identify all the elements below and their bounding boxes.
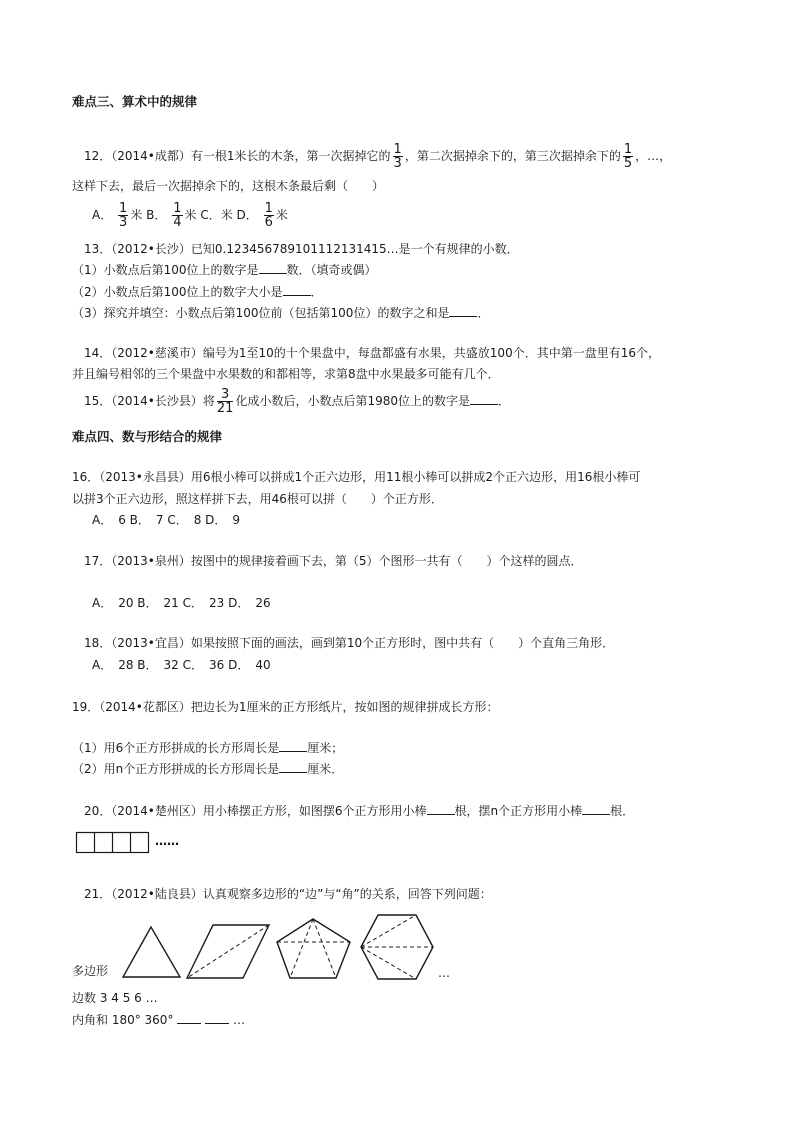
question-17-options: A． 20 B． 21 C． 23 D． 26	[92, 596, 271, 610]
edge-count-row: 边数 3 4 5 6 …	[72, 991, 158, 1005]
interior-angle-row: 内角和 180° 360° …	[72, 1013, 245, 1027]
section-heading-4: 难点四、数与形结合的规律	[72, 429, 223, 444]
q12-text-3: ，…，	[635, 149, 672, 163]
option-a-fraction: $\frac{1}{3}$	[119, 201, 128, 230]
question-19-sub-2: （2）用n个正方形拼成的长方形周长是 厘米．	[72, 762, 344, 776]
q12-text-2: ，第二次据掉余下的，第三次据掉余下的	[404, 149, 621, 163]
question-16-line-2: 以拼3个正六边形，照这样拼下去，用46根可以拼（ ）个正方形．	[72, 492, 443, 506]
answer-blank	[177, 1012, 201, 1024]
answer-blank	[283, 284, 311, 296]
continuation-dots: ……	[155, 834, 179, 848]
question-16-line-1: 16．（2013•永昌县）用6根小棒可以拼成1个正六边形，用11根小棒可以拼成2个正六边形，用16根小棒可	[72, 470, 641, 484]
question-12-options: A． $\frac{1}{3}$ 米 B． $\frac{1}{4}$ 米 C．米 D． $\frac{1}{6}$ 米	[92, 201, 288, 230]
option-b-fraction: $\frac{1}{4}$	[173, 201, 182, 230]
question-13-sub-2: （2）小数点后第100位上的数字大小是 ．	[72, 285, 323, 299]
answer-blank	[279, 761, 307, 773]
question-14-line-1: 14．（2012•慈溪市）编号为1至10的十个果盘中，每盘都盛有水果，共盛放100个．其中第一盘里有16个，	[84, 346, 660, 360]
question-13-sub-1: （1）小数点后第100位上的数字是 数．（填奇或偶）	[72, 263, 377, 277]
question-14-line-2: 并且编号相邻的三个果盘中水果数的和都相等，求第8盘中水果最多可能有几个．	[72, 367, 500, 381]
answer-blank	[279, 740, 307, 752]
question-12-line-1	[84, 143, 671, 170]
quadrilateral-figure	[186, 924, 270, 980]
fraction-3-21: $\frac{3}{21}$	[216, 387, 234, 416]
figure-ellipsis: …	[438, 966, 450, 980]
question-13-sub-3: （3）探究并填空：小数点后第100位前（包括第100位）的数字之和是 ．	[72, 306, 490, 320]
answer-blank	[582, 803, 610, 815]
fraction-one-third: $\frac{1}{3}$	[393, 142, 402, 171]
polygon-label: 多边形	[72, 964, 109, 978]
answer-blank	[259, 262, 287, 274]
answer-blank	[205, 1012, 229, 1024]
question-16-options: A． 6 B． 7 C． 8 D． 9	[92, 513, 241, 527]
square-sticks-figure	[76, 832, 150, 854]
question-18-options: A． 28 B． 32 C． 36 D． 40	[92, 658, 271, 672]
question-15: 15．（2014•长沙县）将 $\frac{3}{21}$ 化成小数后，小数点后第1980位上的数字是 ．	[84, 387, 510, 416]
question-13-line-1: 13．（2012•长沙）已知0.123456789101112131415…是一个有规律的小数．	[84, 242, 519, 256]
triangle-figure	[122, 926, 182, 978]
question-17-line-1: 17．（2013•泉州）按图中的规律接着画下去，第（5）个图形一共有（ ）个这样的圆点．	[84, 554, 583, 568]
section-heading-3: 难点三、算术中的规律	[72, 94, 198, 109]
question-19-sub-1: （1）用6个正方形拼成的长方形周长是 厘米；	[72, 741, 344, 755]
answer-blank	[449, 305, 477, 317]
q12-text-1: 12．（2014•成都）有一根1米长的木条，第一次据掉它的	[84, 149, 391, 163]
answer-blank	[470, 393, 498, 405]
question-12-line-2: 这样下去，最后一次据掉余下的，这根木条最后剩（ ）	[72, 179, 385, 193]
question-18-line-1: 18．（2013•宜昌）如果按照下面的画法，画到第10个正方形时，图中共有（ ）个直角三角形．	[84, 636, 615, 650]
question-19-line-1: 19．（2014•花都区）把边长为1厘米的正方形纸片，按如图的规律拼成长方形：	[72, 700, 499, 714]
question-20: 20．（2014•楚州区）用小棒摆正方形，如图摆6个正方形用小棒 根，摆n个正方形用小棒 根．	[84, 804, 635, 818]
pentagon-figure	[276, 918, 352, 980]
question-21-line-1: 21．（2012•陆良县）认真观察多边形的“边”与“角”的关系，回答下列问题：	[84, 887, 492, 901]
fraction-one-fifth: $\frac{1}{5}$	[623, 142, 633, 171]
option-d-fraction: $\frac{1}{6}$	[264, 201, 273, 230]
answer-blank	[427, 803, 455, 815]
hexagon-figure	[360, 914, 434, 980]
